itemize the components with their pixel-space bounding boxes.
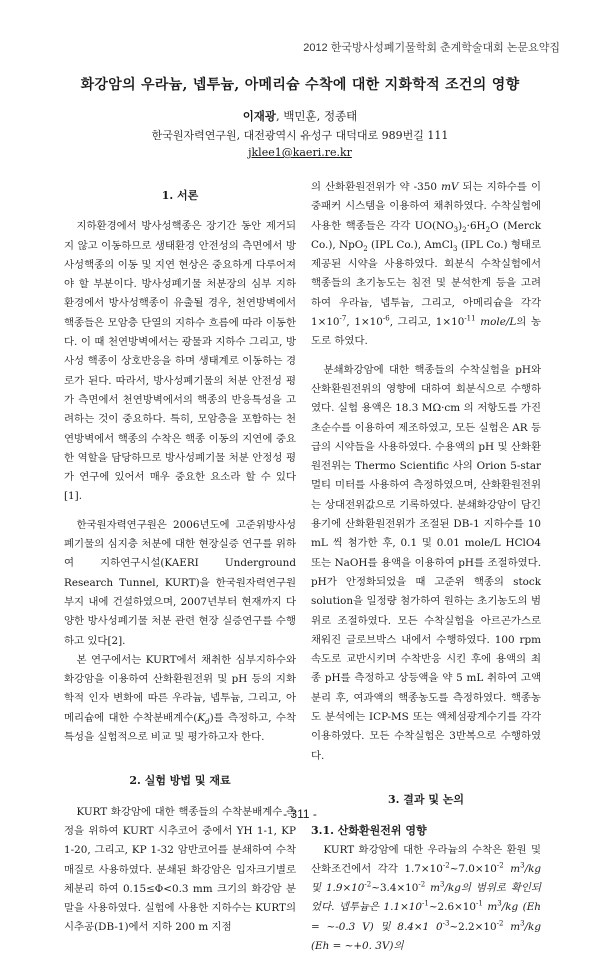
section-1-title: 1. 서론 bbox=[64, 186, 296, 205]
subscript: 3 bbox=[454, 226, 458, 234]
text-run: (IPL Co.) 형태로 제공된 시약을 사용하였다. 회분식 수착실험에서 핵종들의 초기농도는 침전 및 분석한계 등을 고려하여 우라늄, 넵투늄, 그리고, 아메리슘을 각각 1×10 bbox=[311, 239, 541, 328]
text-run: (IPL Co.), AmCl bbox=[368, 239, 453, 251]
email[interactable] bbox=[0, 146, 600, 159]
kd-subscript: d bbox=[205, 718, 209, 726]
unit: m bbox=[425, 882, 440, 894]
text-run: 의 농도로 하였다. bbox=[311, 316, 541, 347]
running-head: 2012 한국방사성폐기물학회 춘계학술대회 논문요약집 bbox=[303, 39, 560, 55]
text-run: ~3.4×10 bbox=[371, 882, 418, 894]
subsection-3-1-title: 3.1. 산화환원전위 영향 bbox=[311, 821, 541, 840]
superscript: 3 bbox=[497, 900, 501, 908]
unit: /kg 및 1.9×10 bbox=[311, 863, 541, 894]
unit: /kg (Eh = ~-0.3 V) 및 8.4×1 0 bbox=[311, 901, 541, 932]
text-run: ) bbox=[458, 220, 462, 232]
unit: /kg의 범위로 확인되었다. 넵투늄은 1.1×10 bbox=[311, 882, 541, 913]
superscript: -1 bbox=[422, 900, 429, 908]
paragraph bbox=[311, 178, 541, 352]
section-3-title: 3. 결과 및 논의 bbox=[311, 790, 541, 809]
superscript: -3 bbox=[443, 919, 450, 927]
page-number: - 311 - bbox=[0, 807, 600, 821]
superscript: -2 bbox=[497, 861, 504, 869]
unit: /kg (Eh = ~+0. 3V)의 bbox=[311, 921, 541, 952]
text-run: ~2.2×10 bbox=[449, 921, 496, 933]
text-run: ·6H bbox=[467, 220, 486, 232]
subscript: 3 bbox=[453, 245, 457, 253]
superscript: 3 bbox=[520, 861, 524, 869]
superscript: 3 bbox=[520, 919, 524, 927]
spacer bbox=[64, 507, 296, 516]
paragraph bbox=[64, 651, 296, 747]
text-run: , 1×10 bbox=[346, 316, 383, 328]
text-run: )를 측정하고, 수착특성을 실험적으로 비교 및 평가하고자 한다. bbox=[64, 712, 296, 743]
superscript: -11 bbox=[464, 315, 475, 323]
right-column bbox=[311, 178, 541, 956]
superscript: -1 bbox=[476, 900, 483, 908]
subscript: 2 bbox=[462, 226, 466, 234]
superscript: -6 bbox=[383, 315, 390, 323]
co-authors: , 백민훈, 정종태 bbox=[276, 109, 357, 123]
text-run: 의 산화환원전위가 약 -350 bbox=[311, 181, 441, 193]
subscript: 2 bbox=[363, 245, 367, 253]
unit: m bbox=[483, 901, 497, 913]
superscript: -7 bbox=[340, 315, 347, 323]
spacer bbox=[64, 747, 296, 761]
text-run: 되는 지하수를 이중패커 시스템을 이용하여 채취하였다. 수착실험에 사용한 핵종들은 각각 UO(NO bbox=[311, 181, 541, 232]
text-run: ~7.0×10 bbox=[450, 863, 497, 875]
text-run: , 그리고, 1×10 bbox=[390, 316, 465, 328]
text-run: O (Merck Co.), NpO bbox=[311, 220, 541, 251]
subscript: 2 bbox=[486, 226, 490, 234]
kd-symbol: K bbox=[197, 712, 205, 724]
authors bbox=[0, 108, 600, 124]
paragraph: 지하환경에서 방사성핵종은 장기간 동안 제거되지 않고 이동하므로 생태환경 안전성의 측면에서 방사성핵종의 이동 및 지연 현상은 중요하게 다루어져야 할 부분이다. 방사성폐기물 처분장의 심부 지하 환경에서 방사성핵종이 유출될 경우, 천연방벽에서 핵종들은 모암층 단열의 지하수 흐름에 따라 이동한다. 이 때 천연방벽에서는 광물과 지하수 그리고, 방사성 핵종이 상호반응을 하며 생태계로 이동하는 경로가 된다. 따라서, 방사성폐기물의 처분 안전성 평가 측면에서 천연방벽에서의 핵종의 반응특성을 고려하는 것이 중요하다. 특히, 모암층을 포함하는 천연방벽에서 핵종의 수착은 핵종 이동의 지연에 중요한 역할을 담당하므로 방사성폐기물 처분 안정성 평가 연구에 있어서 매우 중요한 요소라 할 수 있다[1]. bbox=[64, 217, 296, 506]
lead-author: 이재광 bbox=[243, 109, 276, 123]
left-column bbox=[64, 176, 296, 938]
paragraph: 분쇄화강암에 대한 핵종들의 수착실험을 pH와 산화환원전위의 영향에 대하여 회분식으로 수행하였다. 실험 용액은 18.3 MΩ·cm 의 저항도를 가진 초순수를 이용하여 제조하였고, 모든 실험은 AR 등급의 시약들을 사용하였다. 수용액의 pH 및 산화환원전위는 Thermo Scientific 사의 Orion 5-star 멀티 미터를 사용하여 측정하였으며, 산화환원전위는 상대전위값으로 기록하였다. 분쇄화강암이 담긴 용기에 산화환원전위가 조절된 DB-1 지하수를 10 mL 씩 첨가한 후, 0.1 및 0.01 mole/L HClO4 또는 NaOH를 용액을 이용하여 pH를 조절하였다. pH가 안정화되었을 때 고준위 핵종의 stock solution을 일정량 첨가하여 원하는 초기농도의 범위로 조절하였다. 모든 수착실험을 아르곤가스로 채워진 글로브박스 내에서 수행하였다. 100 rpm 속도로 교반시키며 수착반응 시킨 후에 용액의 최종 pH를 측정하고 상등액을 약 5 mL 취하여 고액 분리 후, 여과액의 핵종농도를 측정하였다. 핵종농도 분석에는 ICP-MS 또는 액체섬광계수기를 각각 이용하였다. 모든 수착실험은 3반복으로 수행하였다. bbox=[311, 361, 541, 766]
unit: m bbox=[503, 921, 520, 933]
paragraph: 한국원자력연구원은 2006년도에 고준위방사성폐기물의 심지층 처분에 대한 현장실증 연구를 위하여 지하연구시설(KAERI Underground Research Tunnel, KURT)을 한국원자력연구원 부지 내에 건설하였으며, 2007년부터 현재까지 다양한 방사성폐기물 처분 관련 현장 실증연구를 수행하고 있다[2]. bbox=[64, 516, 296, 651]
superscript: -2 bbox=[364, 881, 371, 889]
superscript: 3 bbox=[440, 881, 444, 889]
unit: m bbox=[504, 863, 520, 875]
section-2-title: 2. 실험 방법 및 재료 bbox=[64, 771, 296, 790]
spacer bbox=[311, 766, 541, 780]
unit: mV bbox=[441, 181, 458, 193]
affiliation: 한국원자력연구원, 대전광역시 유성구 대덕대로 989번길 111 bbox=[0, 127, 600, 143]
superscript: -2 bbox=[443, 861, 450, 869]
unit: mole/L bbox=[476, 316, 517, 328]
text-run: KURT 화강암에 대한 우라늄의 수착은 환원 및 산화조건에서 각각 1.7×10 bbox=[311, 844, 541, 875]
superscript: -2 bbox=[497, 919, 504, 927]
text-run: 본 연구에서는 KURT에서 채취한 심부지하수와 화강암을 이용하여 산화환원전위 및 pH 등의 지화학적 인자 변화에 따른 우라늄, 넵투늄, 그리고, 아메리슘에 대한 수착분배계수( bbox=[64, 654, 296, 724]
paragraph: KURT 화강암에 대한 핵종들의 수착분배계수 측정을 위하여 KURT 시추코어 중에서 YH 1-1, KP 1-20, 그리고, KP 1-32 암반코어를 분쇄하여 수착 매질로 사용하였다. 분쇄된 화강암은 입자크기별로 체분리 하여 0.15≤Φ<0.3 mm 크기의 화강암 분말을 사용하였다. 실험에 사용한 지하수는 KURT의 시추공(DB-1)에서 지하 200 m 지점 bbox=[64, 803, 296, 938]
paper-title: 화강암의 우라늄, 넵투늄, 아메리슘 수착에 대한 지화학적 조건의 영향 bbox=[0, 74, 600, 94]
text-run: ~2.6×10 bbox=[429, 901, 476, 913]
spacer bbox=[311, 352, 541, 361]
email-link[interactable]: jklee1@kaeri.re.kr bbox=[248, 146, 352, 159]
superscript: -2 bbox=[418, 881, 425, 889]
paragraph bbox=[311, 841, 541, 956]
